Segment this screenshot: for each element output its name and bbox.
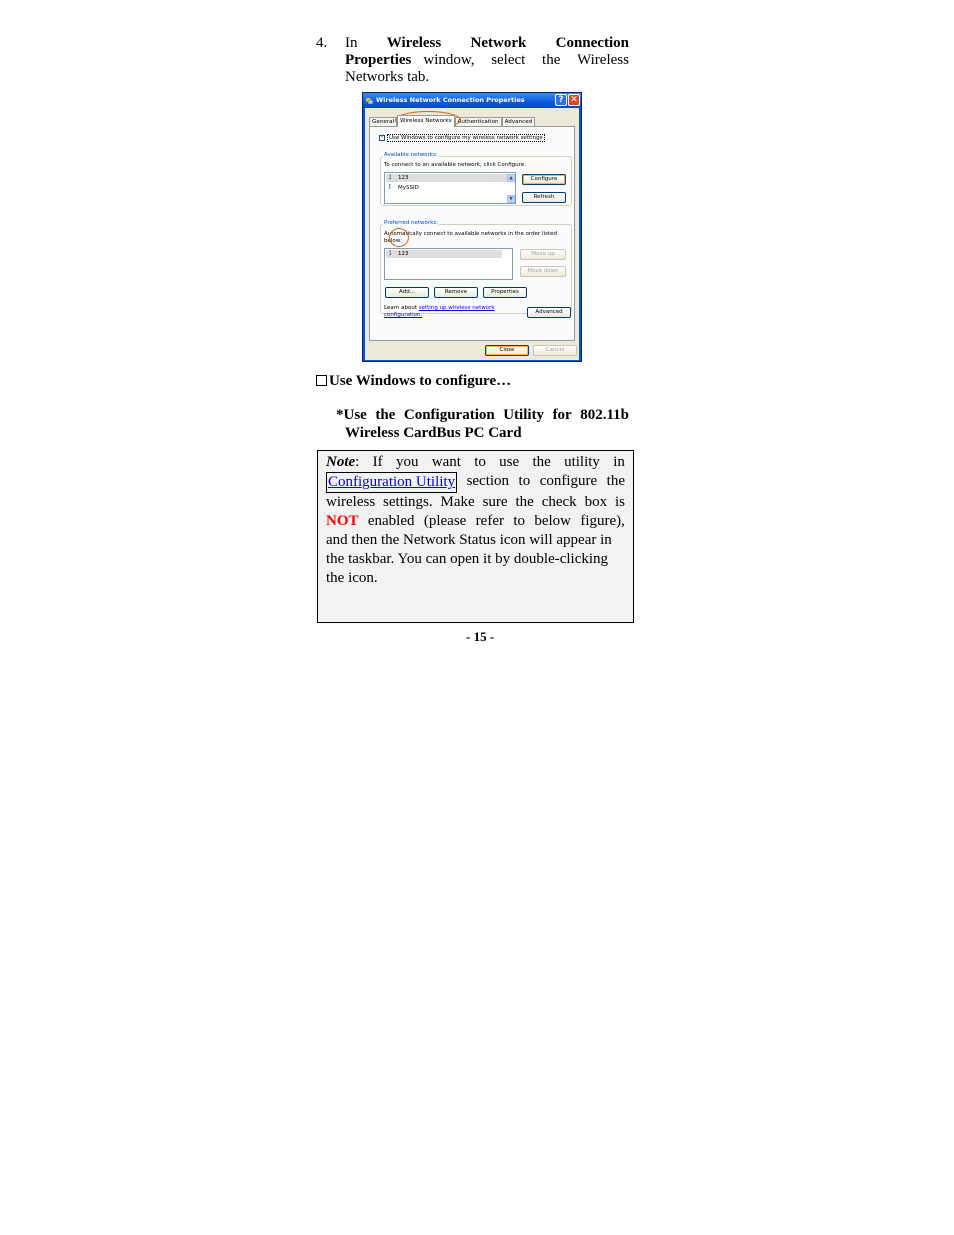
available-networks-label: Available networks: — [384, 152, 438, 158]
heading-word: for — [552, 407, 572, 423]
note-word: the — [606, 473, 625, 489]
close-window-button[interactable]: ✕ — [568, 94, 580, 106]
heading-word: 802.11b — [580, 407, 629, 423]
dialog-titlebar — [363, 93, 581, 108]
preferred-networks-desc-2: below: — [384, 238, 402, 244]
note-word: below — [534, 513, 572, 529]
highlight-oval-checkbox — [389, 228, 409, 247]
wireless-properties-screenshot — [362, 92, 582, 362]
configure-button[interactable]: Configure — [522, 174, 566, 185]
step-word: Wireless — [577, 52, 629, 68]
note-word: Make — [440, 494, 475, 510]
step-line-3: Networks tab. — [345, 69, 430, 85]
note-line-1 — [326, 453, 625, 472]
scroll-up-icon[interactable]: ▲ — [507, 174, 515, 182]
note-word: figure), — [580, 513, 625, 529]
note-word: section — [466, 473, 510, 489]
heading-configuration-utility — [336, 406, 629, 442]
note-word: check — [541, 494, 577, 510]
setup-wireless-link[interactable]: setting up wireless network — [418, 305, 495, 311]
note-word: to — [518, 473, 531, 489]
heading-word: Utility — [503, 407, 545, 423]
heading-cfg-line-2: Wireless CardBus PC Card — [345, 425, 522, 441]
step-word: select — [491, 52, 526, 68]
note-word: settings. — [383, 494, 433, 510]
use-windows-label: Use Windows to configure my wireless network settings — [389, 135, 543, 141]
note-line-5: and then the Network Status icon will appear in — [326, 532, 612, 548]
available-networks-list[interactable] — [384, 172, 516, 204]
properties-button[interactable]: Properties — [483, 287, 527, 298]
list-item[interactable]: 123 — [398, 175, 409, 181]
note-line-2 — [326, 472, 625, 493]
note-box — [317, 450, 634, 623]
heading-use-windows — [316, 373, 511, 390]
note-word: you — [395, 454, 419, 470]
note-word: to — [513, 513, 525, 529]
step-word: window, — [423, 52, 475, 68]
step-number: 4. — [316, 35, 328, 51]
learn-about-line — [384, 305, 495, 311]
page-number: - 15 - — [466, 629, 495, 644]
note-word: sure — [482, 494, 508, 510]
step-line-1 — [316, 35, 629, 52]
step-word-bold: Network — [470, 35, 527, 51]
move-up-button[interactable]: Move up — [520, 249, 566, 260]
step-word: In — [345, 35, 358, 51]
scroll-down-icon[interactable]: ▼ — [507, 195, 515, 203]
dialog-client — [365, 108, 579, 360]
note-label-wrap: Note: — [326, 454, 360, 470]
checkbox-square-icon — [316, 375, 327, 386]
step-4-paragraph — [316, 35, 629, 86]
antenna-icon: ⟟ — [389, 250, 392, 257]
remove-button[interactable]: Remove — [434, 287, 478, 298]
heading-cfg-line-1 — [336, 406, 629, 424]
tab-advanced[interactable]: Advanced — [502, 117, 536, 127]
step-line-2-rest — [423, 52, 629, 69]
learn-about-text: Learn about — [384, 305, 417, 311]
not-emphasis: NOT — [326, 513, 359, 529]
dialog-tabs — [369, 115, 535, 126]
refresh-button[interactable]: Refresh — [522, 192, 566, 203]
list-item[interactable]: MySSID — [398, 185, 419, 191]
note-line-7: the icon. — [326, 570, 378, 586]
note-word: wireless — [326, 494, 376, 510]
note-word: If — [372, 454, 383, 470]
step-word-bold: Connection — [555, 35, 629, 51]
note-line-6: the taskbar. You can open it by double-clicking — [326, 551, 609, 567]
heading-word: the — [375, 407, 396, 423]
note-word: configure — [539, 473, 598, 489]
add-button[interactable]: Add... — [385, 287, 429, 298]
step-line-2 — [316, 52, 629, 69]
network-icon — [366, 97, 373, 104]
preferred-networks-list[interactable] — [384, 248, 513, 280]
note-word: the — [515, 494, 534, 510]
preferred-networks-desc: Automatically connect to available networks in the order listed — [384, 231, 558, 237]
heading-use-text: Use Windows to configure… — [329, 373, 512, 389]
tab-general[interactable]: General — [369, 117, 397, 127]
tab-authentication[interactable]: Authentication — [455, 117, 502, 127]
antenna-icon: ⟟ — [389, 174, 392, 181]
close-button[interactable]: Close — [485, 345, 529, 356]
step-word: the — [542, 52, 561, 68]
heading-word: Configuration — [403, 407, 495, 423]
configuration-link[interactable]: configuration. — [384, 312, 423, 318]
note-word: use — [499, 454, 520, 470]
tab-wireless-networks[interactable]: Wireless Networks — [397, 115, 454, 127]
note-word: enabled — [367, 513, 415, 529]
note-word: (please — [423, 513, 467, 529]
note-line-4 — [326, 512, 625, 531]
list-item[interactable]: 123 — [398, 251, 409, 257]
wireless-networks-panel — [369, 126, 575, 341]
move-down-button[interactable]: Move down — [520, 266, 566, 277]
note-word: to — [474, 454, 486, 470]
step-word-bold: Properties — [345, 52, 412, 68]
use-windows-checkbox[interactable] — [379, 135, 385, 141]
note-word: the — [532, 454, 551, 470]
antenna-icon: ǐ — [389, 184, 391, 191]
note-word: want — [431, 454, 461, 470]
cancel-button[interactable]: Cancel — [533, 345, 577, 356]
note-line-3 — [326, 493, 625, 512]
note-word: utility — [564, 454, 600, 470]
dialog-title: Wireless Network Connection Properties — [376, 96, 525, 104]
step-word-bold: Wireless — [386, 35, 442, 51]
note-word: in — [613, 454, 625, 470]
preferred-networks-label: Preferred networks: — [384, 220, 439, 226]
configuration-utility-link[interactable]: Configuration Utility — [326, 472, 457, 493]
help-button[interactable]: ? — [555, 94, 567, 106]
heading-word: *Use — [336, 407, 367, 423]
note-label: Note — [326, 454, 356, 470]
available-networks-desc: To connect to an available network, click Configure. — [384, 162, 526, 168]
advanced-button[interactable]: Advanced — [527, 307, 571, 318]
note-word: refer — [475, 513, 504, 529]
note-word: is — [614, 494, 625, 510]
note-word: box — [584, 494, 608, 510]
